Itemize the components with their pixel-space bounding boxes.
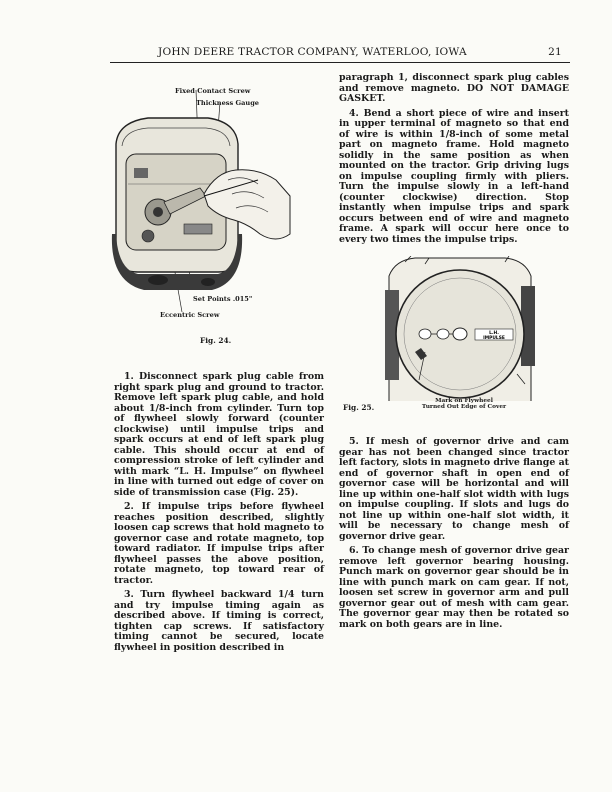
fig25-mark-labels [404, 398, 524, 411]
label-set-points: Set Points .015" [193, 295, 253, 303]
fig24-caption: Fig. 24. [200, 336, 232, 345]
paragraph-6: 6. To change mesh of governor drive gear remove left governor bearing housing. Punch mark on governor gear should be in line with punch mark on cam gear. If not, loosen set screw in governor arm and pull governor gear out of mesh with cam gear. The governor gear may then be rotated so mark on both gears are in line. [339, 545, 569, 630]
lh-impulse-mark-line1: L.H. [489, 331, 499, 336]
header-rule [110, 62, 570, 63]
left-column [114, 372, 324, 657]
right-column-top [339, 73, 569, 249]
label-mark-on-flywheel: Mark on Flywheel [435, 398, 493, 404]
label-thickness-gauge: Thickness Gauge [196, 99, 260, 107]
paragraph-2: 2. If impulse trips before flywheel reaches position described, slightly loosen cap screws that hold magneto to governor case and rotate magneto, top toward radiator. If impulse trips after flywheel passes the above position, rotate magneto, top toward rear of tractor. [114, 501, 324, 586]
paragraph-1-continued: paragraph 1, disconnect spark plug cables and remove magneto. DO NOT DAMAGE GASKET. [339, 72, 569, 104]
magneto-illustration [108, 84, 293, 324]
running-header [158, 46, 564, 60]
paragraph-4: 4. Bend a short piece of wire and insert in upper terminal of magneto so that end of wire is within 1/8-inch of some metal part on magneto frame. Hold magneto solidly in the same position as when mounted on the tractor. Grip driving lugs on impulse coupling firmly with pliers. Turn the impulse slowly in a left-hand (counter clockwise) direction. Stop instantly when impulse trips and spark occurs between end of wire and magneto frame. A spark will occur here once to every two times the impulse trips. [339, 107, 569, 245]
label-turned-out-edge: Turned Out Edge of Cover [421, 404, 507, 411]
fig25-caption: Fig. 25. [343, 403, 375, 412]
label-eccentric-screw: Eccentric Screw [160, 311, 220, 319]
paragraph-1: 1. Disconnect spark plug cable from right spark plug and ground to tractor. Remove left spark plug cable, and hold about 1/8-inch from cylinder. Turn top of flywheel slowly forward (counter clockwise) until impulse trips and spark occurs at end of left spark plug cable. This should occur at end of compression stroke of left cylinder and with mark “L. H. Impulse” on flywheel in line with turned out edge of cover on side of transmission case (Fig. 25). [114, 371, 324, 498]
right-column-bottom [339, 437, 569, 634]
label-fixed-contact-screw: Fixed Contact Screw [175, 87, 251, 95]
paragraph-3: 3. Turn flywheel backward 1/4 turn and try impulse timing again as described above. If timing is correct, tighten cap screws. If satisfactory timing cannot be secured, locate flywheel in position described in [114, 589, 324, 653]
flywheel-illustration [385, 256, 535, 401]
paragraph-5: 5. If mesh of governor drive and cam gear has not been changed since tractor left factory, slots in magneto drive flange at end of governor shaft in open end of governor case will be horizontal and will line up within one-half slot width with lugs on impulse coupling. If slots and lugs do not line up within one-half slot width, it will be necessary to change mesh of governor drive gear. [339, 436, 569, 542]
lh-impulse-mark-line2: IMPULSE [483, 336, 505, 341]
header-title: JOHN DEERE TRACTOR COMPANY, WATERLOO, IOWA [158, 46, 467, 58]
page-number: 21 [548, 46, 562, 58]
